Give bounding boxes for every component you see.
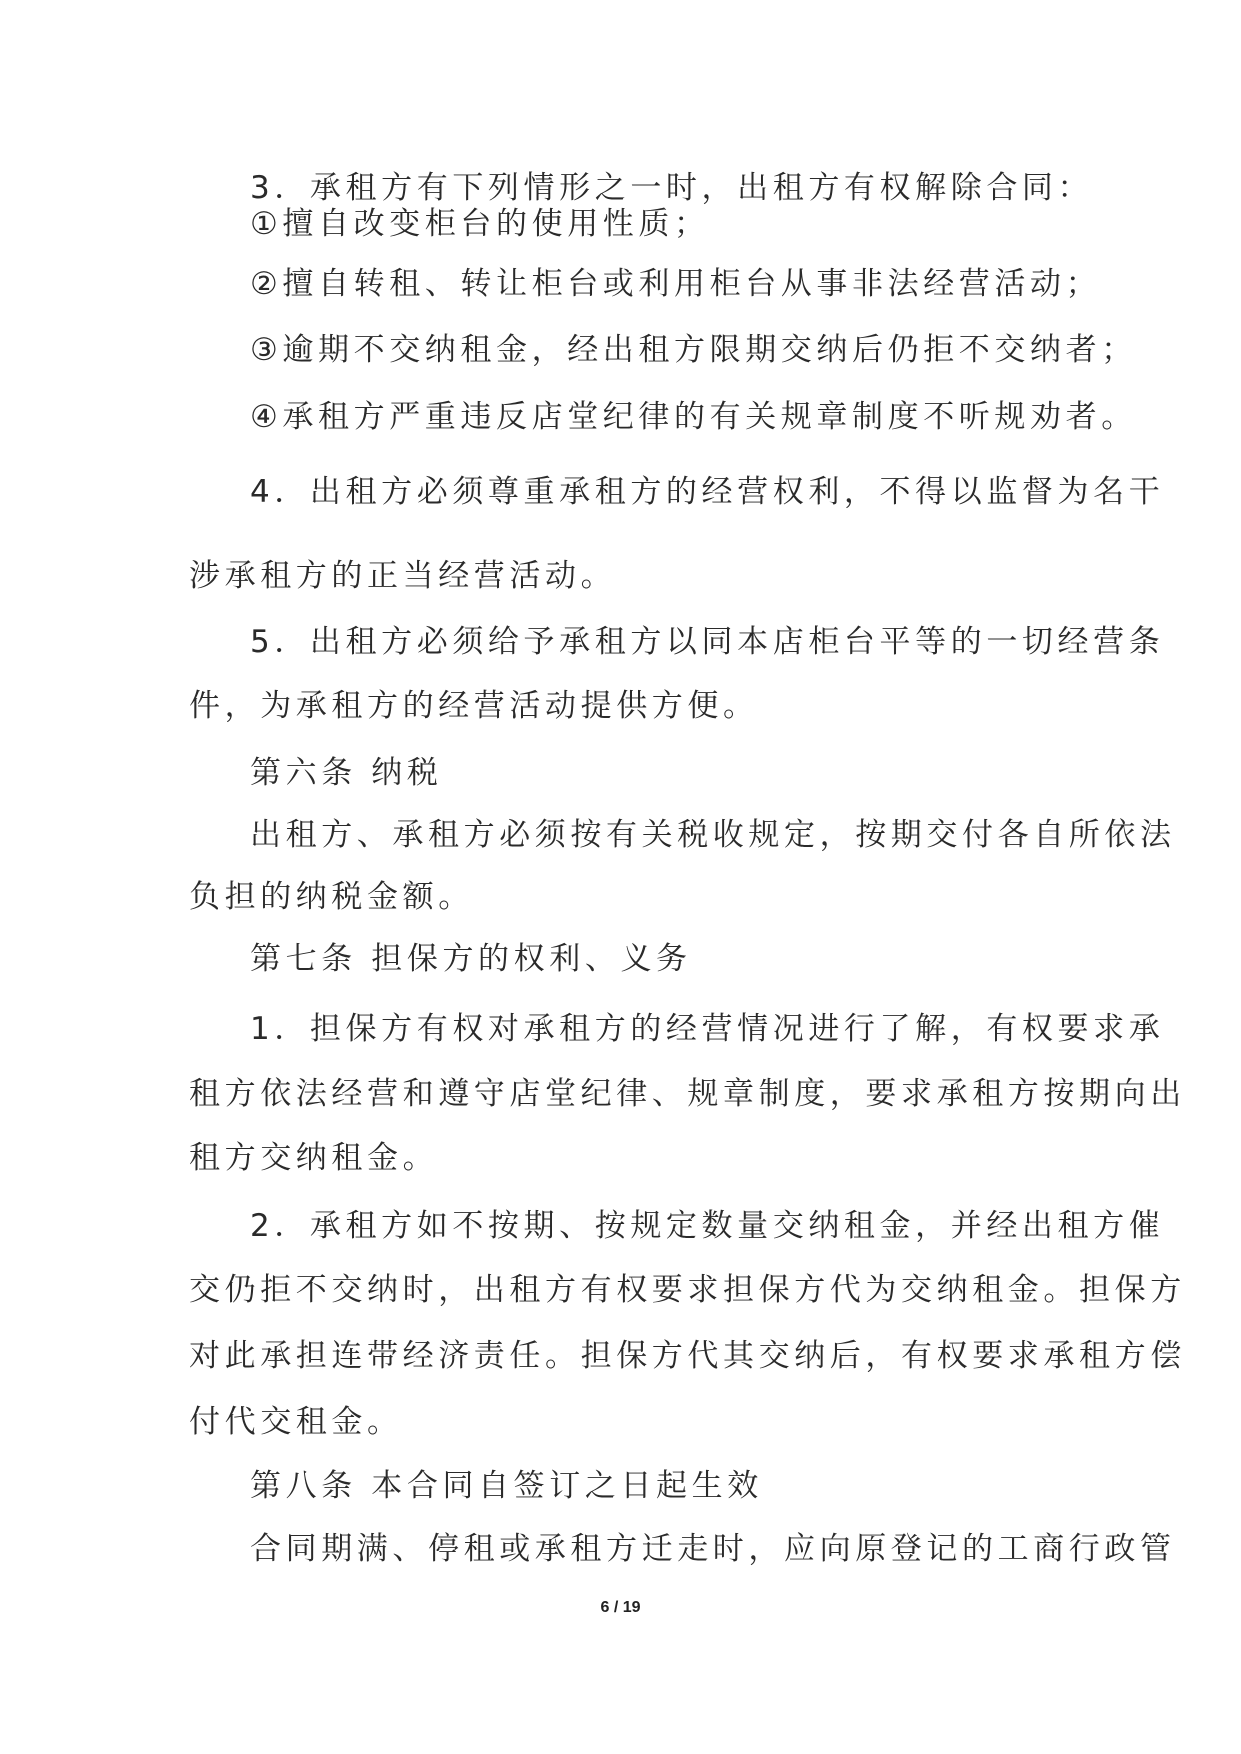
- page-number: 6 / 19: [600, 1599, 641, 1616]
- paragraph-line: ④承租方严重违反店堂纪律的有关规章制度不听规劝者。: [250, 399, 1137, 435]
- paragraph-line: 合同期满、停租或承租方迁走时，应向原登记的工商行政管: [250, 1531, 1176, 1567]
- paragraph-line: 租方交纳租金。: [189, 1140, 439, 1176]
- paragraph-line: 3．承租方有下列情形之一时，出租方有权解除合同：: [250, 170, 1094, 206]
- paragraph-line: 件，为承租方的经营活动提供方便。: [189, 688, 759, 724]
- paragraph-line: ①擅自改变柜台的使用性质；: [250, 206, 710, 242]
- paragraph-line: ③逾期不交纳租金，经出租方限期交纳后仍拒不交纳者；: [250, 332, 1137, 368]
- paragraph-line: 2．承租方如不按期、按规定数量交纳租金，并经出租方催: [250, 1208, 1165, 1244]
- section-heading: 第七条 担保方的权利、义务: [250, 941, 692, 977]
- paragraph-line: 交仍拒不交纳时，出租方有权要求担保方代为交纳租金。担保方: [189, 1272, 1186, 1308]
- paragraph-line: 负担的纳税金额。: [189, 879, 474, 915]
- paragraph-line: ②擅自转租、转让柜台或利用柜台从事非法经营活动；: [250, 266, 1102, 302]
- section-heading: 第八条 本合同自签订之日起生效: [250, 1468, 763, 1504]
- paragraph-line: 租方依法经营和遵守店堂纪律、规章制度，要求承租方按期向出: [189, 1076, 1186, 1112]
- paragraph-line: 1．担保方有权对承租方的经营情况进行了解，有权要求承: [250, 1011, 1165, 1047]
- paragraph-line: 对此承担连带经济责任。担保方代其交纳后，有权要求承租方偿: [189, 1338, 1186, 1374]
- paragraph-line: 涉承租方的正当经营活动。: [189, 558, 617, 594]
- paragraph-line: 出租方、承租方必须按有关税收规定，按期交付各自所依法: [250, 817, 1176, 853]
- paragraph-line: 5．出租方必须给予承租方以同本店柜台平等的一切经营条: [250, 624, 1165, 660]
- paragraph-line: 付代交租金。: [189, 1404, 403, 1440]
- paragraph-line: 4．出租方必须尊重承租方的经营权利，不得以监督为名干: [250, 474, 1165, 510]
- section-heading: 第六条 纳税: [250, 755, 443, 791]
